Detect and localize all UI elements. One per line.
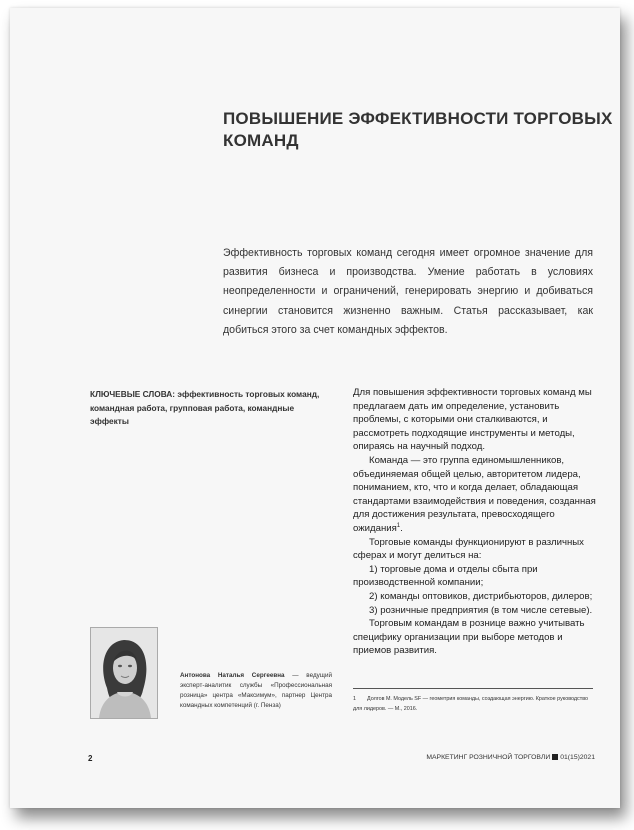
article-lead [223, 244, 593, 340]
article-title-line-1: ПОВЫШЕНИЕ ЭФФЕКТИВНОСТИ ТОРГОВЫХ [223, 109, 613, 128]
footnote-divider [353, 688, 593, 689]
footnote-number: 1 [353, 696, 356, 702]
body-paragraph-1: Для повышения эффективности торговых команд мы предлагаем дать им определение, установить проблемы, с которыми они сталкиваются, и рассмотреть подходящие инструменты и методы, опираясь на научный подход. [353, 387, 592, 453]
article-body [353, 386, 597, 658]
keywords-block [90, 388, 332, 429]
body-paragraph-2: Команда — это группа единомышленников, объединяемая общей целью, авторитетом лидера, пониманием, кто, что и когда делает, обладающая стандартами взаимодействия и поведения, созданная для достижения результата, превосходящего ожидания$^1$. [353, 454, 596, 534]
author-name: Антонова Наталья Сергеевна [180, 672, 285, 679]
article-title [223, 108, 623, 152]
author-bio: — ведущий эксперт-аналитик службы «Профессиональная розница» центра «Максимум», партнер Центра командных компетенций (г. Пенза) [180, 672, 332, 709]
magazine-page [10, 8, 620, 808]
square-separator-icon [552, 754, 558, 760]
page-number: 2 [88, 754, 93, 763]
issue-number: 01(15)2021 [560, 754, 595, 761]
body-paragraph-2-text: Команда — это группа единомышленников, объединяемая общей целью, авторитетом лидера, пониманием, кто, что и когда делает, обладающая стандартами взаимодействия и поведения, созданная для достижения результата, превосходящего ожидания [353, 454, 596, 534]
keywords-text: эффективность торговых команд, командная работа, групповая работа, командные эффекты [90, 389, 320, 426]
list-item-1: 1) торговые дома и отделы сбыта при производственной компании; [353, 563, 538, 589]
footnote [353, 694, 597, 714]
list-item-2: 2) команды оптовиков, дистрибьюторов, дилеров; [369, 590, 593, 602]
body-paragraph-3: Торговые команды функционируют в различных сферах и могут делиться на: [353, 536, 584, 562]
running-footer [415, 754, 595, 761]
author-info [180, 671, 332, 711]
lead-paragraph: Эффективность торговых команд сегодня имеет огромное значение для развития бизнеса и производства. Умение работать в условиях неопределенности и ограничений, генерировать энергию и добиваться синергии становится жизненно важным. Статья рассказывает, как добиться этого за счет командных эффектов. [223, 247, 593, 336]
author-portrait-image [91, 628, 157, 718]
footnote-text: Долгов М. Модель SF — геометрия команды, создающая энергию. Краткое руководство для лидеров. — М., 2016. [353, 696, 588, 712]
body-paragraph-4: Торговым командам в рознице важно учитывать специфику организации при выборе методов и приемов развития. [353, 618, 585, 657]
author-photo [90, 627, 158, 719]
list-item-3: 3) розничные предприятия (в том числе сетевые). [369, 604, 593, 616]
keywords-label: КЛЮЧЕВЫЕ СЛОВА: [90, 389, 176, 399]
article-title-line-2: КОМАНД [223, 131, 299, 150]
journal-name: МАРКЕТИНГ РОЗНИЧНОЙ ТОРГОВЛИ [426, 754, 551, 761]
footnote-reference: 1 [396, 522, 401, 529]
